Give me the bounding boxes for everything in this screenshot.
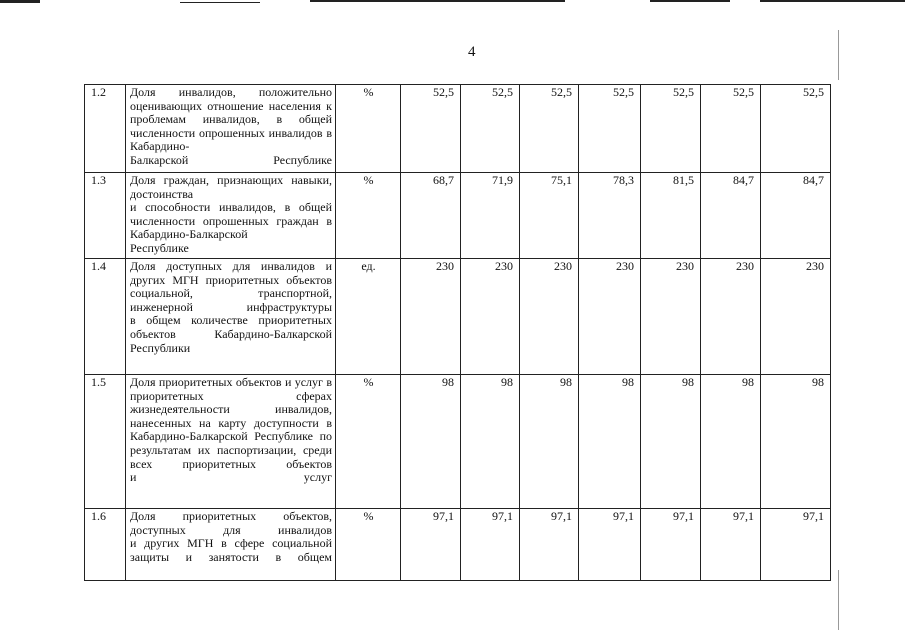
unit: %: [336, 509, 401, 581]
year-value: 97,1: [401, 509, 461, 581]
year-value: 97,1: [761, 509, 831, 581]
year-value: 230: [461, 259, 520, 375]
table-row: [85, 259, 831, 375]
year-value: 98: [461, 375, 520, 509]
year-value: 97,1: [461, 509, 520, 581]
year-value: 84,7: [701, 173, 761, 259]
unit: %: [336, 375, 401, 509]
year-value: 97,1: [641, 509, 701, 581]
year-value: 71,9: [461, 173, 520, 259]
year-value: 78,3: [579, 173, 641, 259]
table-row: [85, 173, 831, 259]
year-value: 75,1: [520, 173, 579, 259]
indicators-table: [84, 84, 831, 581]
table-row: [85, 85, 831, 173]
year-value: 52,5: [461, 85, 520, 173]
year-value: 98: [401, 375, 461, 509]
year-value: 98: [641, 375, 701, 509]
unit: %: [336, 85, 401, 173]
indicator-description: Доля приоритетных объектов, доступных для инвалидов и других МГН в сфере социальной защиты и занятости в общем: [126, 509, 336, 581]
year-value: 52,5: [701, 85, 761, 173]
table-row: [85, 509, 831, 581]
row-number: 1.4: [85, 259, 126, 375]
year-value: 52,5: [641, 85, 701, 173]
scan-edge: [838, 30, 839, 80]
year-value: 98: [701, 375, 761, 509]
indicator-description: Доля приоритетных объектов и услуг в приоритетных сферах жизнедеятельности инвалидов, нанесенных на карту доступности в Кабардино-Балкарской Республике по результатам их паспортизации, среди всех приоритетных объектов и услуг: [126, 375, 336, 509]
scan-artifact: [180, 2, 260, 3]
scan-artifact: [0, 0, 40, 3]
row-number: 1.5: [85, 375, 126, 509]
year-value: 52,5: [520, 85, 579, 173]
unit: ед.: [336, 259, 401, 375]
year-value: 68,7: [401, 173, 461, 259]
year-value: 52,5: [761, 85, 831, 173]
year-value: 97,1: [579, 509, 641, 581]
year-value: 98: [520, 375, 579, 509]
indicator-description: Доля доступных для инвалидов и других МГН приоритетных объектов социальной, транспортной, инженерной инфраструктуры в общем количестве приоритетных объектов Кабардино-Балкарской Республики: [126, 259, 336, 375]
year-value: 98: [579, 375, 641, 509]
scan-edge: [838, 570, 839, 630]
year-value: 230: [641, 259, 701, 375]
year-value: 52,5: [579, 85, 641, 173]
year-value: 230: [701, 259, 761, 375]
scan-artifact: [760, 0, 905, 2]
year-value: 230: [401, 259, 461, 375]
year-value: 230: [761, 259, 831, 375]
year-value: 97,1: [520, 509, 579, 581]
year-value: 97,1: [701, 509, 761, 581]
scan-artifact: [650, 0, 730, 2]
year-value: 230: [579, 259, 641, 375]
unit: %: [336, 173, 401, 259]
row-number: 1.6: [85, 509, 126, 581]
table-row: [85, 375, 831, 509]
row-number: 1.3: [85, 173, 126, 259]
indicator-description: Доля инвалидов, положительно оценивающих отношение населения к проблемам инвалидов, в общей численности опрошенных инвалидов в Кабардино- Балкарской Республике: [126, 85, 336, 173]
page-number: 4: [468, 44, 476, 60]
year-value: 52,5: [401, 85, 461, 173]
year-value: 84,7: [761, 173, 831, 259]
year-value: 98: [761, 375, 831, 509]
year-value: 230: [520, 259, 579, 375]
indicator-description: Доля граждан, признающих навыки, достоинства и способности инвалидов, в общей численности опрошенных граждан в Кабардино-Балкарской Республике: [126, 173, 336, 259]
year-value: 81,5: [641, 173, 701, 259]
row-number: 1.2: [85, 85, 126, 173]
scan-artifact: [310, 0, 565, 2]
